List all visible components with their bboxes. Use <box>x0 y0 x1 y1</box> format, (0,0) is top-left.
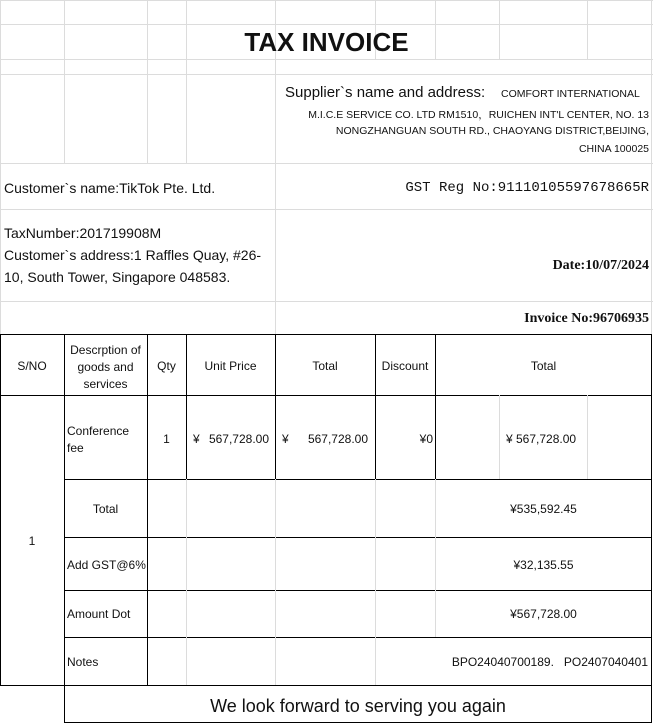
header-description: services <box>83 377 128 391</box>
table-border <box>0 334 1 686</box>
supplier-address-line: CHINA 100025 <box>578 143 649 155</box>
supplier-label: Supplier`s name and address: <box>285 84 486 101</box>
table-border <box>147 334 148 685</box>
header-total-final: Total <box>530 359 557 373</box>
subtotal-label: Total <box>92 502 119 516</box>
item-total-final: ¥ 567,728.00 <box>506 432 577 446</box>
grid-line <box>0 59 653 60</box>
header-qty: Qty <box>157 359 176 373</box>
table-border <box>64 637 652 638</box>
item-description: fee <box>67 441 84 455</box>
item-description: Conference <box>67 424 130 438</box>
table-border <box>435 334 436 479</box>
grid-line <box>64 59 65 163</box>
table-border <box>0 334 652 335</box>
item-discount: ¥0 <box>419 432 433 446</box>
grid-line <box>0 0 653 1</box>
grid-line <box>0 301 653 302</box>
gst-reg-number: GST Reg No:91110105597678665R <box>405 180 649 196</box>
table-border <box>0 685 652 686</box>
table-border <box>64 479 652 480</box>
table-border <box>651 334 652 723</box>
customer-address: 10, South Tower, Singapore 048583. <box>4 269 231 285</box>
header-sno: S/NO <box>17 359 47 373</box>
table-border <box>186 334 187 479</box>
amount-due-label: Amount Dot <box>67 607 131 621</box>
grid-line <box>0 163 653 164</box>
item-unit-price: 567,728.00 <box>208 432 269 446</box>
item-total-symbol: ¥ <box>282 432 289 446</box>
tax-number: TaxNumber:201719908M <box>4 225 162 241</box>
grid-line <box>499 395 500 479</box>
table-border <box>64 334 65 723</box>
grid-line <box>0 209 653 210</box>
amount-due-value: ¥567,728.00 <box>510 607 577 621</box>
grid-line <box>147 59 148 163</box>
grid-line <box>375 479 376 685</box>
customer-address: Customer`s address:1 Raffles Quay, #26- <box>4 247 262 263</box>
grid-line <box>651 59 652 334</box>
header-unit-price: Unit Price <box>204 359 257 373</box>
table-border <box>64 590 652 591</box>
grid-line <box>0 74 653 75</box>
notes-value: BPO24040700189. PO2407040401 <box>451 655 648 669</box>
table-border <box>64 722 652 723</box>
table-border <box>0 395 652 396</box>
header-total: Total <box>312 359 338 373</box>
gst-value: ¥32,135.55 <box>513 558 574 572</box>
grid-line <box>275 479 276 685</box>
invoice-date: Date:10/07/2024 <box>552 258 649 273</box>
supplier-address-line: M.I.C.E SERVICE CO. LTD RM1510，RUICHEN INT'L CENTER, NO. 13 <box>308 109 649 121</box>
customer-name: Customer`s name:TikTok Pte. Ltd. <box>4 180 216 196</box>
item-qty: 1 <box>163 432 170 446</box>
grid-line <box>275 59 276 334</box>
grid-line <box>0 24 653 25</box>
invoice-title: TAX INVOICE <box>244 27 409 57</box>
item-unit-price-symbol: ¥ <box>193 432 200 446</box>
header-description: goods and <box>77 360 134 374</box>
supplier-address-line: NONGZHANGUAN SOUTH RD., CHAOYANG DISTRICT,BEIJING, <box>335 125 649 137</box>
header-description: Descrption of <box>70 343 141 357</box>
grid-line <box>186 479 187 685</box>
grid-line <box>186 59 187 163</box>
item-total: 567,728.00 <box>307 432 368 446</box>
table-border <box>375 334 376 479</box>
footer-message: We look forward to serving you again <box>210 696 506 716</box>
supplier-name: COMFORT INTERNATIONAL <box>501 88 640 100</box>
row-sno: 1 <box>28 534 36 548</box>
gst-label: Add GST@6% <box>67 558 146 572</box>
header-discount: Discount <box>381 359 429 373</box>
invoice-number: Invoice No:96706935 <box>524 311 649 326</box>
table-border <box>64 537 652 538</box>
grid-line <box>587 395 588 479</box>
subtotal-value: ¥535,592.45 <box>510 502 577 516</box>
notes-label: Notes <box>67 655 99 669</box>
table-border <box>275 334 276 479</box>
